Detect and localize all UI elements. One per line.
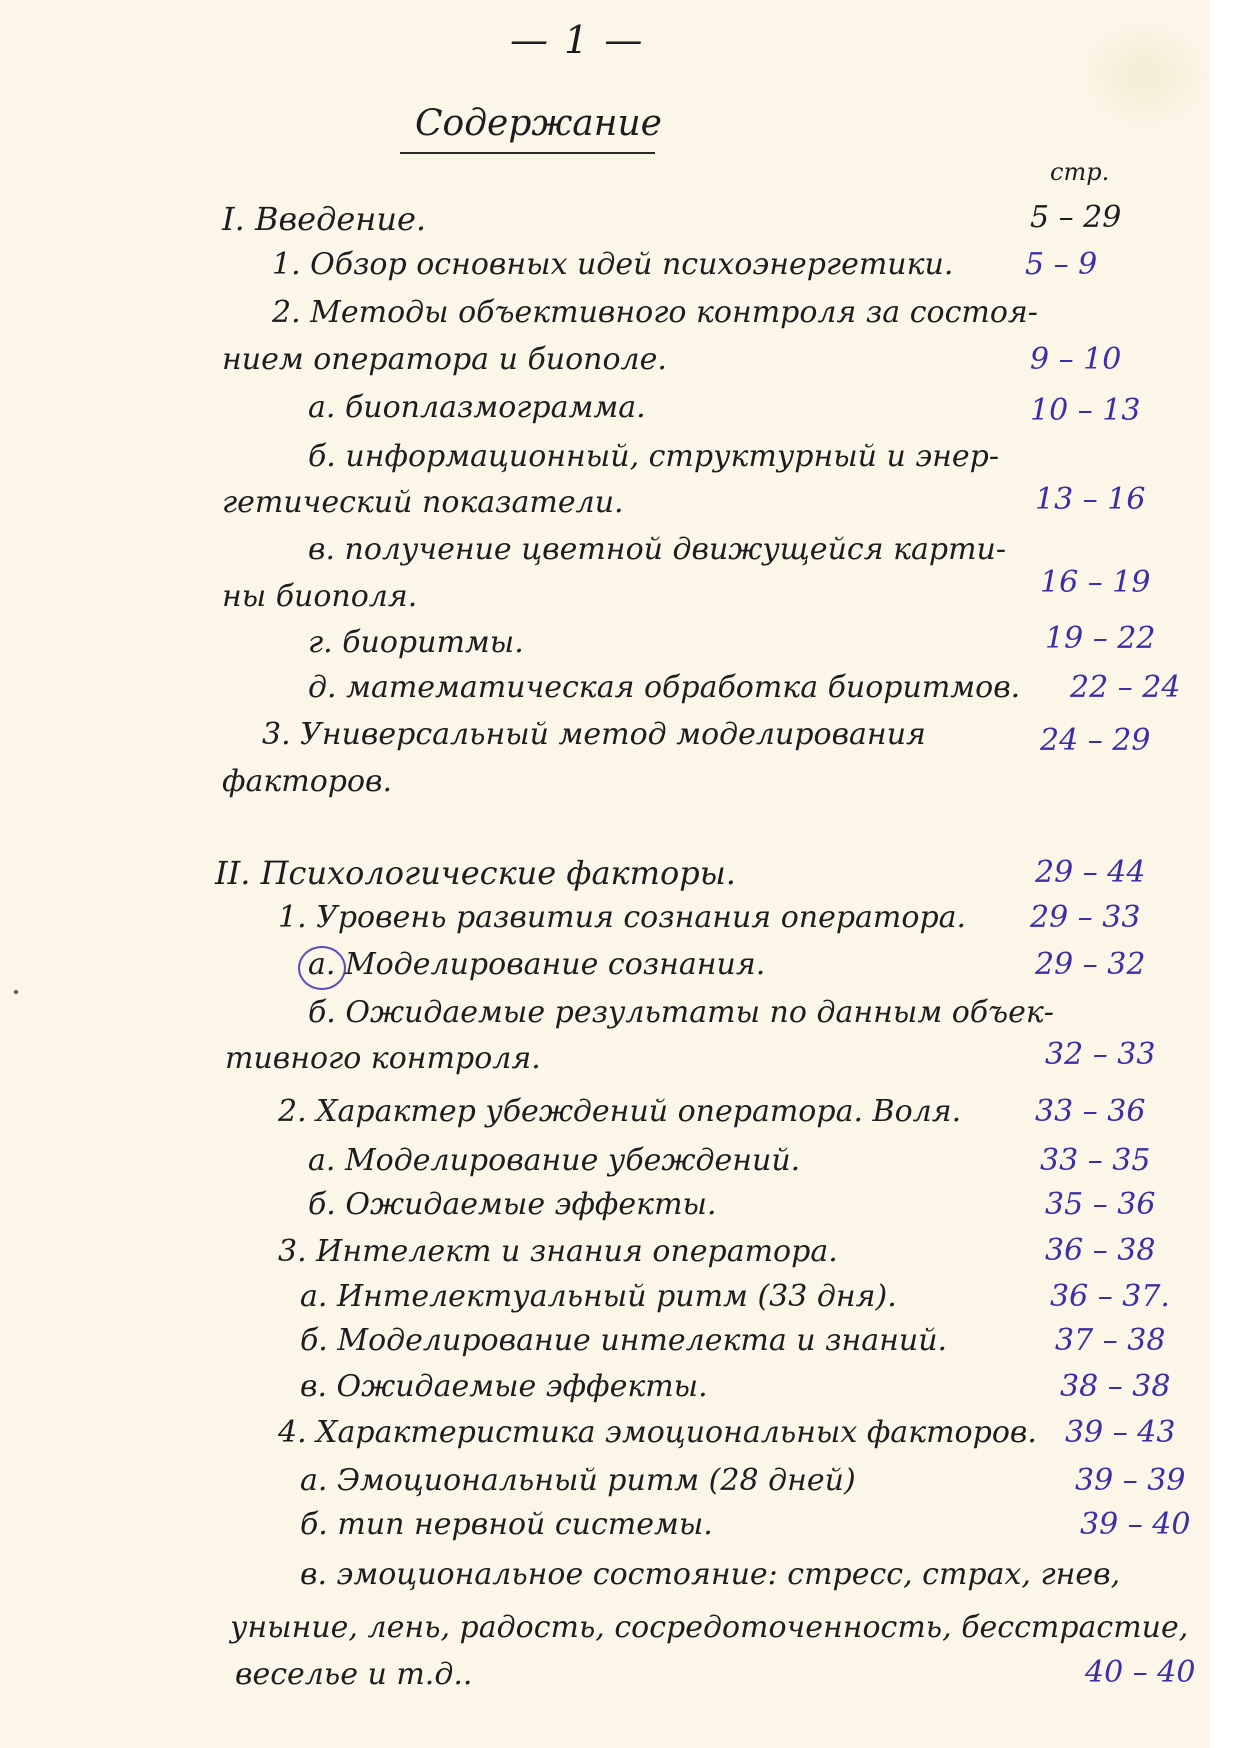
- toc-entry-text: веселье и т.д..: [235, 1657, 473, 1692]
- toc-entry-text: в. получение цветной движущейся карти-: [308, 532, 1006, 567]
- toc-entry-text: б. Ожидаемые результаты по данным объек-: [308, 995, 1054, 1030]
- toc-entry-text: а. Эмоциональный ритм (28 дней): [300, 1463, 856, 1498]
- toc-entry-text: а. Моделирование сознания.: [308, 947, 766, 982]
- toc-entry-pages: 5 – 9: [1025, 247, 1098, 282]
- toc-entry-text: факторов.: [222, 764, 393, 799]
- toc-entry-text: а. Моделирование убеждений.: [308, 1143, 801, 1178]
- toc-entry-pages: 19 – 22: [1045, 621, 1156, 656]
- toc-entry-pages: 5 – 29: [1030, 200, 1122, 235]
- toc-entry-text: 3. Интелект и знания оператора.: [278, 1234, 838, 1269]
- toc-entry-text: а. биоплазмограмма.: [308, 390, 646, 425]
- toc-entry-pages: 39 – 40: [1080, 1507, 1191, 1542]
- toc-entry-text: 3. Универсальный метод моделирования: [262, 717, 926, 752]
- toc-entry-pages: 36 – 37.: [1050, 1279, 1170, 1314]
- toc-entry-text: 1. Уровень развития сознания оператора.: [278, 900, 967, 935]
- page-number: — 1 —: [510, 18, 645, 62]
- title-underline: [400, 152, 655, 154]
- toc-entry-pages: 29 – 33: [1030, 900, 1141, 935]
- toc-entry-pages: 35 – 36: [1045, 1187, 1156, 1222]
- toc-entry-text: II. Психологические факторы.: [215, 854, 736, 892]
- toc-entry-pages: 9 – 10: [1030, 342, 1122, 377]
- toc-entry-pages: 22 – 24: [1070, 670, 1181, 705]
- toc-entry-text: I. Введение.: [222, 200, 427, 238]
- toc-entry-text: нием оператора и биополе.: [222, 342, 667, 377]
- toc-entry-text: гетический показатели.: [222, 485, 624, 520]
- toc-entry-text: 2. Методы объективного контроля за состоя-: [272, 295, 1038, 330]
- toc-entry-pages: 29 – 44: [1035, 855, 1146, 890]
- toc-entry-text: б. тип нервной системы.: [300, 1507, 713, 1542]
- toc-entry-text: г. биоритмы.: [308, 625, 524, 660]
- toc-entry-pages: 32 – 33: [1045, 1037, 1156, 1072]
- toc-entry-text: тивного контроля.: [225, 1041, 541, 1076]
- toc-entry-text: 1. Обзор основных идей психоэнергетики.: [272, 247, 954, 282]
- page-margin: [1210, 0, 1241, 1748]
- toc-entry-pages: 33 – 35: [1040, 1143, 1151, 1178]
- toc-entry-text: 2. Характер убеждений оператора. Воля.: [278, 1094, 962, 1129]
- toc-entry-pages: 40 – 40: [1085, 1655, 1196, 1690]
- toc-entry-text: а. Интелектуальный ритм (33 дня).: [300, 1279, 897, 1314]
- ink-dot: [14, 990, 18, 994]
- toc-entry-pages: 24 – 29: [1040, 723, 1151, 758]
- toc-entry-pages: 39 – 43: [1065, 1415, 1176, 1450]
- toc-entry-text: б. Моделирование интелекта и знаний.: [300, 1323, 948, 1358]
- toc-entry-pages: 36 – 38: [1045, 1233, 1156, 1268]
- toc-entry-text: в. эмоциональное состояние: стресс, страх, гнев,: [300, 1557, 1121, 1592]
- toc-entry-text: 4. Характеристика эмоциональных факторов.: [278, 1415, 1037, 1450]
- toc-entry-pages: 39 – 39: [1075, 1463, 1186, 1498]
- toc-entry-text: ны биополя.: [222, 579, 418, 614]
- toc-entry-pages: 33 – 36: [1035, 1094, 1146, 1129]
- toc-entry-text: б. информационный, структурный и энер-: [308, 439, 1000, 474]
- toc-entry-text: д. математическая обработка биоритмов.: [308, 670, 1021, 705]
- paper-stain: [1080, 20, 1210, 130]
- page-column-label: стр.: [1050, 158, 1110, 186]
- toc-entry-pages: 10 – 13: [1030, 393, 1141, 428]
- toc-entry-text: уныние, лень, радость, сосредоточенность, бесстрастие,: [230, 1610, 1189, 1645]
- toc-entry-text: в. Ожидаемые эффекты.: [300, 1369, 708, 1404]
- toc-entry-pages: 16 – 19: [1040, 565, 1151, 600]
- toc-entry-pages: 38 – 38: [1060, 1369, 1171, 1404]
- toc-entry-pages: 29 – 32: [1035, 947, 1146, 982]
- toc-entry-text: б. Ожидаемые эффекты.: [308, 1187, 717, 1222]
- toc-entry-pages: 13 – 16: [1035, 482, 1146, 517]
- toc-entry-pages: 37 – 38: [1055, 1323, 1166, 1358]
- document-title: Содержание: [415, 103, 662, 144]
